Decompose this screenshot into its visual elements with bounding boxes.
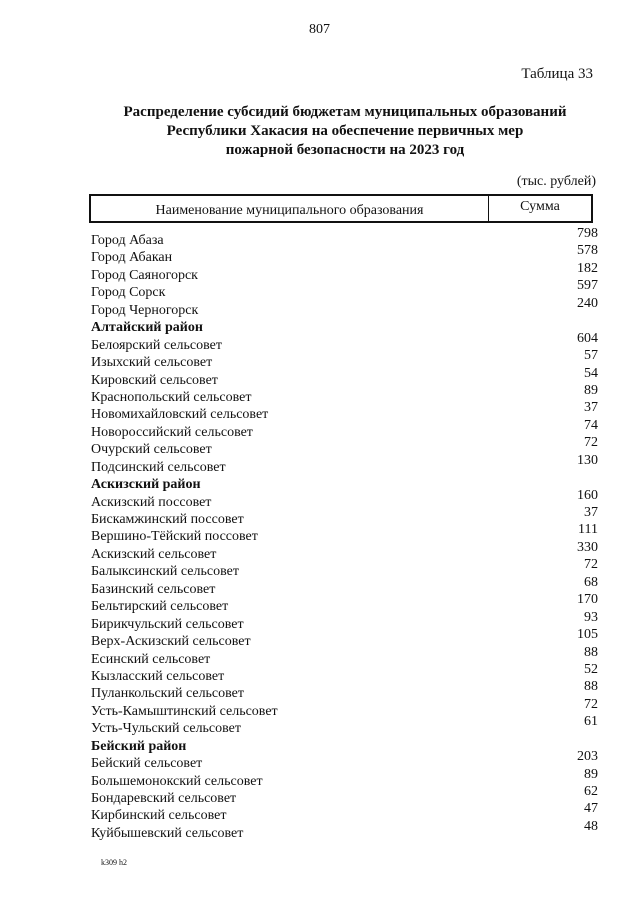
sum-value: 72 xyxy=(584,557,598,573)
sum-value: 37 xyxy=(584,505,598,520)
table-row xyxy=(91,557,598,580)
sum-value: 37 xyxy=(584,400,598,416)
table-row xyxy=(91,574,598,597)
sum-value: 604 xyxy=(577,330,598,346)
table-row xyxy=(91,243,598,266)
municipality-name: Бейский сельсовет xyxy=(91,756,203,772)
district-row xyxy=(91,737,598,754)
table-row xyxy=(91,539,598,562)
municipality-name: Новороссийский сельсовет xyxy=(91,424,253,440)
municipality-name: Вершино-Тёйский поссовет xyxy=(91,529,258,545)
table-row xyxy=(91,505,598,527)
table-row xyxy=(91,784,598,806)
district-name: Бейский район xyxy=(91,738,187,754)
municipality-name: Город Черногорск xyxy=(91,302,199,318)
table-row xyxy=(91,522,598,545)
sum-value: 105 xyxy=(577,627,598,643)
municipality-name: Кызласский сельсовет xyxy=(91,668,225,684)
sum-value: 578 xyxy=(577,243,598,259)
municipality-name: Усть-Чульский сельсовет xyxy=(91,721,242,737)
municipality-name: Бирикчульский сельсовет xyxy=(91,616,244,632)
table-title xyxy=(60,103,630,160)
table-row xyxy=(91,766,598,789)
municipality-name: Аскизский сельсовет xyxy=(91,546,217,562)
sum-value: 111 xyxy=(578,522,598,538)
municipality-name: Балыксинский сельсовет xyxy=(91,564,239,580)
table-row xyxy=(91,661,598,684)
title-line: Распределение субсидий бюджетам муниципальных образований xyxy=(123,104,567,120)
sum-value: 47 xyxy=(584,801,598,817)
table-row xyxy=(91,348,598,371)
sum-value: 170 xyxy=(577,592,598,608)
title-line: Республики Хакасия на обеспечение первичных мер xyxy=(166,123,524,139)
sum-value: 68 xyxy=(584,574,598,590)
table-row xyxy=(91,487,598,510)
sum-value: 48 xyxy=(584,818,598,834)
district-name: Алтайский район xyxy=(91,320,203,336)
municipality-name: Есинский сельсовет xyxy=(91,651,211,667)
sum-value: 182 xyxy=(577,260,598,276)
title-line: пожарной безопасности на 2023 год xyxy=(225,142,465,158)
district-row xyxy=(91,318,598,335)
municipality-name: Бондаревский сельсовет xyxy=(91,791,237,806)
table-row xyxy=(91,818,598,841)
municipality-name: Новомихайловский сельсовет xyxy=(91,407,269,423)
header-name-column: Наименование муниципального образования xyxy=(91,196,489,221)
district-name: Аскизский район xyxy=(91,477,201,493)
municipality-name: Кировский сельсовет xyxy=(91,372,218,388)
footer-code: k309 h2 xyxy=(101,858,127,867)
sum-value: 89 xyxy=(584,766,598,782)
municipality-name: Белоярский сельсовет xyxy=(91,337,222,353)
table-row xyxy=(91,801,598,824)
sum-value: 88 xyxy=(584,644,598,660)
table-row xyxy=(91,278,598,301)
municipality-name: Большемонокский сельсовет xyxy=(91,773,263,789)
municipality-name: Куйбышевский сельсовет xyxy=(91,825,244,841)
table-row xyxy=(91,382,598,405)
sum-value: 89 xyxy=(584,382,598,398)
table-row xyxy=(91,260,598,283)
sum-value: 54 xyxy=(584,365,598,381)
table-row xyxy=(91,226,598,248)
municipality-name: Город Сорск xyxy=(91,285,166,301)
sum-value: 61 xyxy=(584,714,598,730)
sum-value: 62 xyxy=(584,784,598,799)
sum-value: 203 xyxy=(577,749,598,765)
table-row xyxy=(91,417,598,440)
sum-value: 52 xyxy=(584,661,598,677)
municipality-name: Очурский сельсовет xyxy=(91,442,212,458)
table-row xyxy=(91,749,598,772)
table-row xyxy=(91,627,598,650)
sum-value: 88 xyxy=(584,679,598,695)
sum-value: 240 xyxy=(577,295,598,311)
municipality-name: Бельтирский сельсовет xyxy=(91,599,229,615)
table-header xyxy=(89,194,593,223)
municipality-name: Верх-Аскизский сельсовет xyxy=(91,634,251,650)
table-row xyxy=(91,452,598,475)
sum-value: 798 xyxy=(577,226,598,241)
units-label: (тыс. рублей) xyxy=(516,174,596,189)
table-row xyxy=(91,714,598,737)
table-row xyxy=(91,592,598,615)
header-sum-column: Сумма xyxy=(520,198,560,214)
municipality-name: Кирбинский сельсовет xyxy=(91,808,227,824)
municipality-name: Изыхский сельсовет xyxy=(91,355,213,371)
sum-value: 597 xyxy=(577,278,598,294)
municipality-name: Город Абакан xyxy=(91,250,173,266)
table-row xyxy=(91,644,598,667)
table-row xyxy=(91,679,598,702)
table-body xyxy=(91,226,598,841)
sum-value: 330 xyxy=(577,539,598,555)
table-row xyxy=(91,365,598,388)
municipality-name: Краснопольский сельсовет xyxy=(91,389,252,405)
table-row xyxy=(91,295,598,318)
municipality-name: Усть-Камыштинский сельсовет xyxy=(91,703,278,719)
page-number: 807 xyxy=(309,22,330,37)
sum-value: 72 xyxy=(584,435,598,451)
municipality-name: Бискамжинский поссовет xyxy=(91,512,244,527)
municipality-name: Подсинский сельсовет xyxy=(91,459,226,475)
district-row xyxy=(91,475,598,492)
municipality-name: Аскизский поссовет xyxy=(91,494,212,510)
sum-value: 130 xyxy=(577,452,598,468)
sum-value: 74 xyxy=(584,417,598,433)
table-row xyxy=(91,435,598,458)
municipality-name: Город Саяногорск xyxy=(91,267,198,283)
sum-value: 57 xyxy=(584,348,598,364)
table-row xyxy=(91,400,598,423)
municipality-name: Город Абаза xyxy=(91,233,164,248)
municipality-name: Пуланкольский сельсовет xyxy=(91,686,245,702)
sum-value: 93 xyxy=(584,609,598,625)
table-row xyxy=(91,609,598,632)
sum-value: 72 xyxy=(584,696,598,712)
table-row xyxy=(91,330,598,353)
municipality-name: Базинский сельсовет xyxy=(91,581,216,597)
table-row xyxy=(91,696,598,719)
table-number: Таблица 33 xyxy=(521,66,593,82)
sum-value: 160 xyxy=(577,487,598,503)
